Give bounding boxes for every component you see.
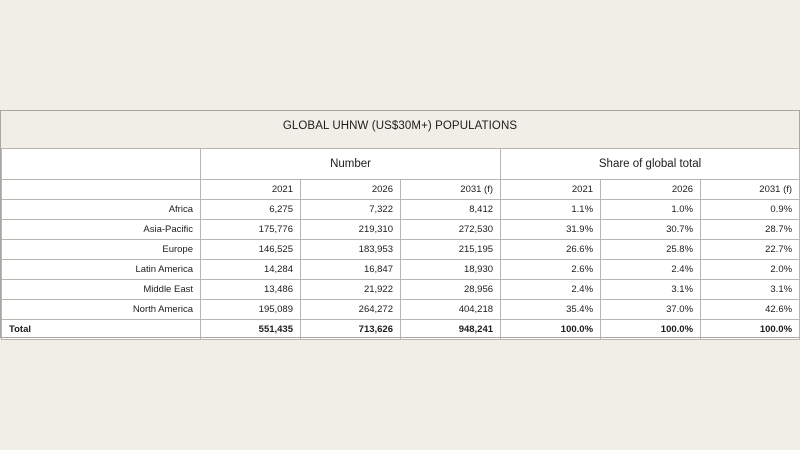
number-cell: 16,847 — [301, 260, 401, 280]
region-cell: Asia-Pacific — [2, 220, 201, 240]
share-cell: 35.4% — [501, 300, 601, 320]
number-cell: 195,089 — [201, 300, 301, 320]
header-number-2031: 2031 (f) — [401, 180, 501, 200]
number-cell: 8,412 — [401, 200, 501, 220]
region-cell: North America — [2, 300, 201, 320]
share-cell: 26.6% — [501, 240, 601, 260]
header-share-2026: 2026 — [601, 180, 701, 200]
number-cell: 175,776 — [201, 220, 301, 240]
total-number-cell: 551,435 — [201, 320, 301, 340]
share-cell: 42.6% — [701, 300, 800, 320]
share-cell: 2.4% — [601, 260, 701, 280]
table-panel — [0, 110, 800, 338]
region-cell: Latin America — [2, 260, 201, 280]
number-cell: 404,218 — [401, 300, 501, 320]
number-cell: 264,272 — [301, 300, 401, 320]
share-cell: 0.9% — [701, 200, 800, 220]
total-share-cell: 100.0% — [601, 320, 701, 340]
bottom-divider — [0, 337, 800, 338]
column-group-header — [2, 149, 800, 180]
corner-cell-year — [2, 180, 201, 200]
total-number-cell: 713,626 — [301, 320, 401, 340]
region-cell: Middle East — [2, 280, 201, 300]
number-cell: 183,953 — [301, 240, 401, 260]
total-number-cell: 948,241 — [401, 320, 501, 340]
number-cell: 14,284 — [201, 260, 301, 280]
number-cell: 13,486 — [201, 280, 301, 300]
number-cell: 21,922 — [301, 280, 401, 300]
share-cell: 28.7% — [701, 220, 800, 240]
number-cell: 7,322 — [301, 200, 401, 220]
number-cell: 28,956 — [401, 280, 501, 300]
share-cell: 2.6% — [501, 260, 601, 280]
year-header-row — [2, 180, 800, 200]
number-cell: 6,275 — [201, 200, 301, 220]
corner-cell — [2, 149, 201, 180]
share-cell: 3.1% — [701, 280, 800, 300]
table-title: GLOBAL UHNW (US$30M+) POPULATIONS — [282, 120, 518, 132]
region-cell: Europe — [2, 240, 201, 260]
share-cell: 30.7% — [601, 220, 701, 240]
total-share-cell: 100.0% — [501, 320, 601, 340]
header-number-2026: 2026 — [301, 180, 401, 200]
share-cell: 25.8% — [601, 240, 701, 260]
share-cell: 3.1% — [601, 280, 701, 300]
region-cell: Africa — [2, 200, 201, 220]
header-share-2031: 2031 (f) — [701, 180, 800, 200]
number-cell: 18,930 — [401, 260, 501, 280]
header-share-2021: 2021 — [501, 180, 601, 200]
total-label: Total — [2, 320, 201, 340]
share-cell: 1.1% — [501, 200, 601, 220]
header-number-2021: 2021 — [201, 180, 301, 200]
table-row — [2, 200, 800, 220]
uhnw-population-table — [1, 148, 800, 340]
table-row — [2, 280, 800, 300]
table-row — [2, 220, 800, 240]
number-cell: 272,530 — [401, 220, 501, 240]
table-row — [2, 300, 800, 320]
share-cell: 2.0% — [701, 260, 800, 280]
number-cell: 219,310 — [301, 220, 401, 240]
share-cell: 22.7% — [701, 240, 800, 260]
group-header-number: Number — [201, 149, 501, 180]
number-cell: 215,195 — [401, 240, 501, 260]
number-cell: 146,525 — [201, 240, 301, 260]
share-cell: 37.0% — [601, 300, 701, 320]
total-share-cell: 100.0% — [701, 320, 800, 340]
share-cell: 2.4% — [501, 280, 601, 300]
table-row — [2, 240, 800, 260]
share-cell: 1.0% — [601, 200, 701, 220]
table-row — [2, 260, 800, 280]
share-cell: 31.9% — [501, 220, 601, 240]
group-header-share: Share of global total — [501, 149, 800, 180]
